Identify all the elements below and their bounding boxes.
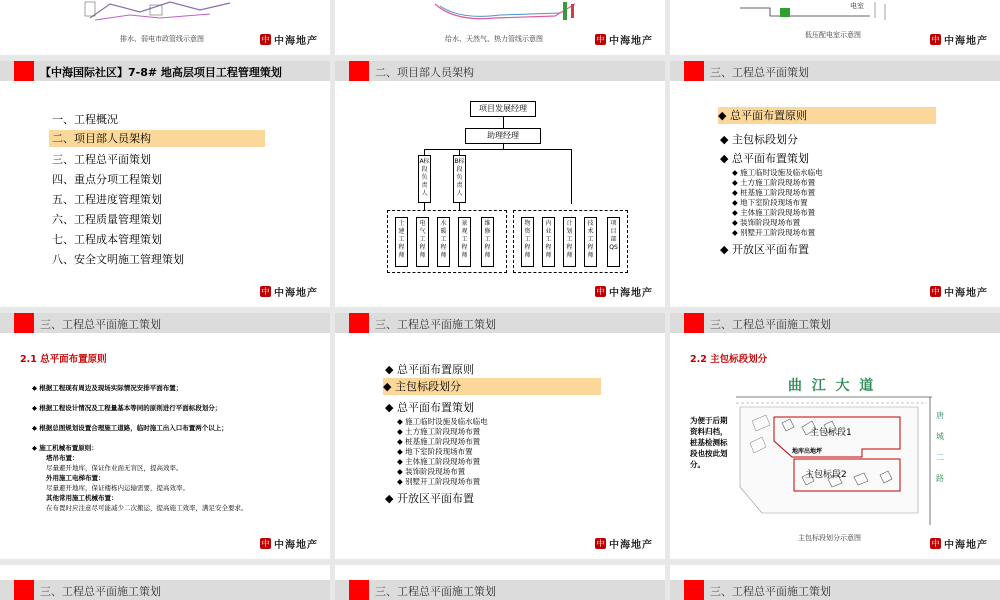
group-member: 内业工程师: [542, 217, 555, 267]
principle-line: 尽量避开地库，保证楼栋内运输需要，提高效率。: [46, 484, 189, 492]
logo: [260, 536, 318, 551]
section-heading: 2.1 总平面布置原则: [20, 354, 107, 365]
road-label: 曲 江 大 道: [788, 378, 874, 394]
section-heading: 2.2 主包标段划分: [690, 354, 768, 365]
plan-item-label: 主包标段划分: [394, 380, 461, 393]
plan-subitem: ◆ 土方施工阶段现场布置: [732, 178, 816, 187]
toc-item[interactable]: 一、工程概况: [52, 113, 118, 126]
power-map-label: 电室: [850, 2, 864, 10]
principle-line: 在布置时应注意尽可能减少二次搬运，提高施工效率，满足安全要求。: [46, 504, 248, 512]
a-lead-box: A标段负责人: [418, 155, 431, 203]
side-road-label: 唐 城 二 路: [936, 411, 944, 483]
logo-mark-icon: 中: [261, 539, 270, 548]
plan-subitem: ◆ 别墅开工阶段现场布置: [397, 477, 481, 486]
plan-item[interactable]: ◆ 总平面布置策划: [385, 401, 474, 414]
plan-item-label: 开放区平面布置: [731, 243, 809, 256]
logo: [930, 536, 988, 551]
slide-bottom-2[interactable]: [335, 565, 665, 600]
plan-item[interactable]: ◆ 开放区平面布置: [720, 243, 809, 256]
slide-header: [670, 313, 1000, 333]
group-member: 物资工程师: [521, 217, 534, 267]
principle-line: ◆ 根据总图规划设置合理施工道路，临时施工出入口布置两个以上；: [32, 424, 228, 432]
slide-title: 三、工程总平面施工策划: [375, 318, 496, 331]
logo-text: 中海地产: [944, 288, 988, 299]
plan-item[interactable]: ◆ 总平面布置策划: [720, 152, 809, 165]
division-caption: 主包标段划分示意图: [798, 534, 861, 542]
slide-plan[interactable]: [670, 61, 1000, 307]
slide-header: [335, 61, 665, 81]
plan-subitem: ◆ 土方施工阶段现场布置: [397, 427, 481, 436]
logo-text: 中海地产: [609, 288, 653, 299]
logo-mark-icon: 中: [596, 539, 605, 548]
b-lead-box: B标段负责人: [453, 155, 466, 203]
plan-subitem: ◆ 主体施工阶段现场布置: [397, 457, 481, 466]
slide-plan-2[interactable]: [335, 313, 665, 559]
power-caption: 低压配电室示意图: [805, 31, 861, 39]
slide-org[interactable]: [335, 61, 665, 307]
logo-mark-icon: 中: [596, 287, 605, 296]
slide-header: [670, 61, 1000, 81]
group-member: 项目部QS: [607, 217, 620, 267]
logo: [930, 284, 988, 299]
logo: [595, 536, 653, 551]
toc-item-active[interactable]: 二、项目部人员架构: [49, 130, 265, 147]
principle-line: 其他常用施工机械布置：: [46, 494, 118, 502]
plan-item-label: 主包标段划分: [731, 133, 798, 146]
toc-item[interactable]: 七、工程成本管理策划: [52, 233, 162, 246]
logo-text: 中海地产: [944, 540, 988, 551]
group-member: 技术工程师: [584, 217, 597, 267]
zone-1-label: 主包标段1: [810, 428, 852, 438]
slide-division[interactable]: [670, 313, 1000, 559]
plan-subitem: ◆ 施工临时设施及临水临电: [397, 417, 488, 426]
slide-header: [0, 580, 330, 600]
slide-title: 【中海国际社区】7-8# 地高层项目工程管理策划: [40, 66, 282, 79]
plan-subitem: ◆ 别墅开工阶段现场布置: [732, 228, 816, 237]
logo: [260, 284, 318, 299]
logo-text: 中海地产: [609, 36, 653, 47]
toc-item[interactable]: 五、工程进度管理策划: [52, 193, 162, 206]
logo: [260, 32, 318, 47]
principle-line: ◆ 根据工程现有周边及现场实际情况安排平面布置；: [32, 384, 183, 392]
plan-subitem: ◆ 装饰阶段现场布置: [732, 218, 801, 227]
slide-title: 二、项目部人员架构: [375, 66, 474, 79]
logo-text: 中海地产: [274, 540, 318, 551]
drainage-map: [0, 0, 330, 25]
slide-title: 三、工程总平面施工策划: [710, 318, 831, 331]
slide-header: [0, 61, 330, 81]
toc-item[interactable]: 八、安全文明施工管理策划: [52, 253, 184, 266]
plan-item-label: 总平面布置原则: [729, 109, 807, 122]
principle-line: ◆ 施工机械布置原则：: [32, 444, 98, 452]
group-member: 景观工程师: [458, 217, 471, 267]
toc-item[interactable]: 三、工程总平面策划: [52, 153, 151, 166]
drainage-caption: 排水、弱电市政管线示意图: [120, 35, 204, 43]
plan-subitem: ◆ 地下室阶段现场布置: [397, 447, 473, 456]
plan-subitem: ◆ 装饰阶段现场布置: [397, 467, 466, 476]
zone-mid-label: 地库出地坪: [792, 448, 823, 455]
plan-item[interactable]: ◆ 主包标段划分: [720, 133, 798, 146]
logo: [595, 32, 653, 47]
org-assistant-box: 助理经理: [465, 128, 541, 144]
plan-item-active[interactable]: ◆ 总平面布置原则: [718, 107, 936, 124]
toc-item[interactable]: 四、重点分项工程策划: [52, 173, 162, 186]
zone-2-label: 主包标段2: [805, 470, 847, 480]
logo: [595, 284, 653, 299]
water-gas-caption: 给水、天然气、热力管线示意图: [445, 35, 543, 43]
slide-water-gas[interactable]: [335, 0, 665, 55]
plan-subitem: ◆ 主体施工阶段现场布置: [732, 208, 816, 217]
power-map: [670, 0, 1000, 25]
logo-text: 中海地产: [274, 36, 318, 47]
logo-mark-icon: 中: [931, 35, 940, 44]
logo-text: 中海地产: [274, 288, 318, 299]
principle-line: 塔吊布置：: [46, 454, 79, 462]
logo-text: 中海地产: [609, 540, 653, 551]
slide-header: [335, 313, 665, 333]
plan-item-label: 开放区平面布置: [396, 492, 474, 505]
slide-power[interactable]: [670, 0, 1000, 55]
principle-line: 尽量避开地库，保证作业面无盲区，提高效率。: [46, 464, 183, 472]
group-member: 水暖工程师: [437, 217, 450, 267]
principle-line: 外用施工电梯布置：: [46, 474, 105, 482]
slide-title: 三、工程总平面施工策划: [710, 585, 831, 598]
slide-header: [670, 580, 1000, 600]
slide-drainage[interactable]: [0, 0, 330, 55]
plan-subitem: ◆ 地下室阶段现场布置: [732, 198, 808, 207]
plan-subitem: ◆ 桩基施工阶段现场布置: [732, 188, 816, 197]
slide-title: 三、工程总平面施工策划: [375, 585, 496, 598]
org-top-box: 项目发展经理: [470, 101, 536, 117]
plan-subitem: ◆ 桩基施工阶段现场布置: [397, 437, 481, 446]
slide-title: 三、工程总平面策划: [710, 66, 809, 79]
logo-mark-icon: 中: [261, 35, 270, 44]
logo-mark-icon: 中: [931, 287, 940, 296]
group-member: 电气工程师: [416, 217, 429, 267]
plan-item-label: 总平面布置策划: [396, 401, 474, 414]
slide-bottom-3[interactable]: [670, 565, 1000, 600]
plan-item-label: 总平面布置原则: [396, 363, 474, 376]
site-plan: [732, 391, 942, 531]
group-member: 维修工程师: [481, 217, 494, 267]
plan-item-active[interactable]: ◆ 主包标段划分: [383, 378, 601, 395]
logo-mark-icon: 中: [596, 35, 605, 44]
water-gas-map: [335, 0, 665, 25]
slide-header: [0, 313, 330, 333]
principle-line: ◆ 根据工程设计情况及工程量基本等同的原则进行平面标段划分；: [32, 404, 222, 412]
group-member: 土建工程师: [395, 217, 408, 267]
plan-item[interactable]: ◆ 开放区平面布置: [385, 492, 474, 505]
slide-title: 三、工程总平面施工策划: [40, 585, 161, 598]
slide-header: [335, 580, 665, 600]
logo-mark-icon: 中: [261, 287, 270, 296]
toc-item[interactable]: 六、工程质量管理策划: [52, 213, 162, 226]
logo-mark-icon: 中: [931, 539, 940, 548]
slide-title: 三、工程总平面施工策划: [40, 318, 161, 331]
plan-subitem: ◆ 施工临时设施及临水临电: [732, 168, 823, 177]
group-member: 计划工程师: [563, 217, 576, 267]
plan-item[interactable]: ◆ 总平面布置原则: [385, 363, 474, 376]
division-note: 为便于后期资料归档，桩基检测标段也按此划分。: [690, 416, 728, 469]
logo: [930, 32, 988, 47]
logo-text: 中海地产: [944, 36, 988, 47]
slide-bottom-1[interactable]: [0, 565, 330, 600]
plan-item-label: 总平面布置策划: [731, 152, 809, 165]
slide-toc[interactable]: [0, 61, 330, 307]
slide-principles[interactable]: [0, 313, 330, 559]
